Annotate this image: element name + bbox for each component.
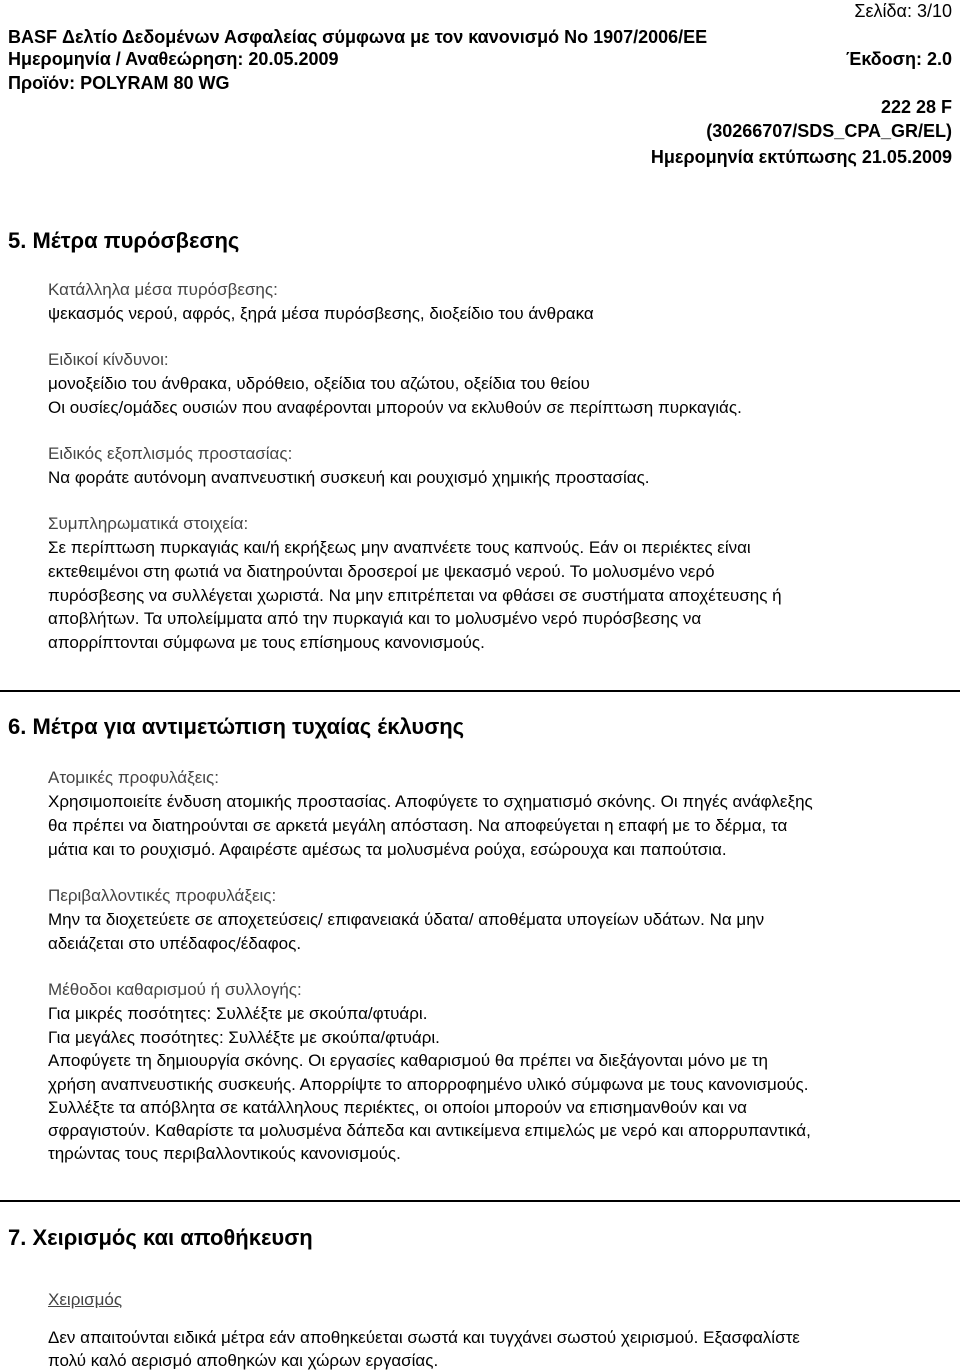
handling-label: Χειρισμός [48,1290,123,1309]
protective-equipment-text: Να φοράτε αυτόνομη αναπνευστική συσκευή και ρουχισμό χημικής προστασίας. [48,468,650,487]
personal-precautions-line-2: θα πρέπει να διατηρούνται σε αρκετά μεγάλη απόσταση. Να αποφεύγεται η επαφή με το δέρμα, τα [48,816,788,835]
fire-media-label: Κατάλληλα μέσα πυρόσβεσης: [48,280,278,299]
additional-info-line-3: πυρόσβεσης να συλλέγεται χωριστά. Να μην επιτρέπεται να φθάσει σε συστήματα αποχέτευσης ή [48,586,782,605]
section-divider [0,1200,960,1202]
handling-line-2: πολύ καλό αερισμό αποθηκών και χώρων εργασίας. [48,1351,439,1370]
special-hazards-line-2: Οι ουσίες/ομάδες ουσιών που αναφέρονται μπορούν να εκλυθούν σε περίπτωση πυρκαγιάς. [48,398,742,417]
handling-line-1: Δεν απαιτούνται ειδικά μέτρα εάν αποθηκεύεται σωστά και τυγχάνει σωστού χειρισμού. Εξασφαλίστε [48,1328,800,1347]
print-date: Ημερομηνία εκτύπωσης 21.05.2009 [650,147,952,167]
additional-info-line-4: αποβλήτων. Τα υπολείμματα από την πυρκαγιά και το μολυσμένο νερό πυρόσβεσης να [48,609,702,628]
product-line [8,72,230,94]
environmental-precautions-label: Περιβαλλοντικές προφυλάξεις: [48,886,277,905]
cleanup-methods-line-5: Συλλέξτε τα απόβλητα σε κατάλληλους περιέκτες, οι οποίοι μπορούν να επισημανθούν και να [48,1098,747,1117]
additional-info-line-1: Σε περίπτωση πυρκαγιάς και/ή εκρήξεως μην αναπνέετε τους καπνούς. Εάν οι περιέκτες είναι [48,538,751,557]
protective-equipment-label: Ειδικός εξοπλισμός προστασίας: [48,444,293,463]
edition: Έκδοση: 2.0 [845,49,952,69]
section-7-heading: 7. Χειρισμός και αποθήκευση [8,1225,313,1250]
section-divider [0,690,960,692]
sds-code: (30266707/SDS_CPA_GR/EL) [706,121,952,141]
cleanup-methods-label: Μέθοδοι καθαρισμού ή συλλογής: [48,980,302,999]
cleanup-methods-line-3: Αποφύγετε τη δημιουργία σκόνης. Οι εργασίες καθαρισμού θα πρέπει να διεξάγονται μόνο με τη [48,1051,768,1070]
personal-precautions-line-3: μάτια και το ρουχισμό. Αφαιρέστε αμέσως τα μολυσμένα ρούχα, εσώρουχα και παπούτσια. [48,840,727,859]
product-name: POLYRAM 80 WG [80,73,230,93]
revision-date: Ημερομηνία / Αναθεώρηση: 20.05.2009 [8,49,339,69]
personal-precautions-line-1: Χρησιμοποιείτε ένδυση ατομικής προστασίας. Αποφύγετε το σχηματισμό σκόνης. Οι πηγές ανάφλεξης [48,792,813,811]
cleanup-methods-line-2: Για μεγάλες ποσότητες: Συλλέξτε με σκούπα/φτυάρι. [48,1028,440,1047]
section-6-heading: 6. Μέτρα για αντιμετώπιση τυχαίας έκλυσης [8,714,465,739]
environmental-precautions-line-2: αδειάζεται στο υπέδαφος/έδαφος. [48,934,302,953]
document-title: BASF Δελτίο Δεδομένων Ασφαλείας σύμφωνα με τον κανονισμό No 1907/2006/EE [8,27,708,47]
additional-info-line-2: εκτεθειμένοι στη φωτιά να διατηρούνται δροσεροί με ψεκασμό νερού. Το μολυσμένο νερό [48,562,715,581]
product-label: Προϊόν: [8,73,81,93]
cleanup-methods-line-1: Για μικρές ποσότητες: Συλλέξτε με σκούπα/φτυάρι. [48,1004,428,1023]
special-hazards-line-1: μονοξείδιο του άνθρακα, υδρόθειο, οξείδια του αζώτου, οξείδια του θείου [48,374,590,393]
personal-precautions-label: Ατομικές προφυλάξεις: [48,768,219,787]
additional-info-label: Συμπληρωματικά στοιχεία: [48,514,249,533]
additional-info-line-5: απορρίπτονται σύμφωνα με τους επίσημους κανονισμούς. [48,633,485,652]
page-number: Σελίδα: 3/10 [854,1,952,21]
special-hazards-label: Ειδικοί κίνδυνοι: [48,350,169,369]
cleanup-methods-line-6: σφραγιστούν. Καθαρίστε τα μολυσμένα δάπεδα και αντικείμενα επιμελώς με νερό και απορρυπαντικά, [48,1121,811,1140]
fire-media-text: ψεκασμός νερού, αφρός, ξηρά μέσα πυρόσβεσης, διοξείδιο του άνθρακα [48,304,594,323]
cleanup-methods-line-7: τηρώντας τους περιβαλλοντικούς κανονισμούς. [48,1144,401,1163]
product-code: 222 28 F [880,97,952,117]
section-5-heading: 5. Μέτρα πυρόσβεσης [8,228,240,253]
environmental-precautions-line-1: Μην τα διοχετεύετε σε αποχετεύσεις/ επιφανειακά ύδατα/ αποθέματα υπογείων υδάτων. Να μην [48,910,765,929]
cleanup-methods-line-4: χρήση αναπνευστικής συσκευής. Απορρίψτε το απορροφημένο υλικό σύμφωνα με τους κανονισμούς. [48,1075,809,1094]
